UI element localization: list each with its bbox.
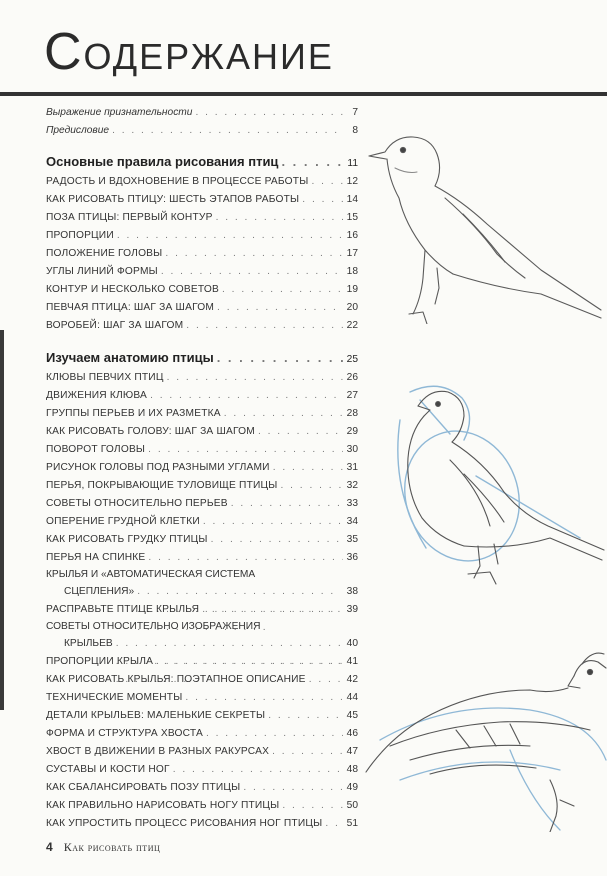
toc-entry-page: 51 — [346, 818, 358, 829]
page-title: Содержание — [44, 23, 334, 81]
dot-leader — [272, 743, 343, 761]
toc-entry[interactable] — [46, 671, 358, 689]
toc-entry[interactable] — [46, 689, 358, 707]
toc-entry-page: 44 — [346, 692, 358, 703]
dot-leader — [211, 531, 343, 549]
toc-entry-label: ДВИЖЕНИЯ КЛЮВА — [46, 390, 148, 401]
toc-entry[interactable] — [46, 743, 358, 761]
toc-entry-label: РАДОСТЬ И ВДОХНОВЕНИЕ В ПРОЦЕССЕ РАБОТЫ — [46, 176, 309, 187]
toc-entry-label: УГЛЫ ЛИНИЙ ФОРМЫ — [46, 266, 158, 277]
toc-entry-page: 26 — [346, 372, 358, 383]
songbird-sketch-illustration — [365, 128, 607, 324]
toc-entry[interactable] — [46, 209, 358, 227]
toc-section-heading[interactable] — [46, 151, 358, 173]
toc-entry-label-line2: КРЫЛЬЕВ — [64, 638, 113, 649]
dot-leader — [268, 707, 343, 725]
toc-entry[interactable] — [46, 601, 358, 619]
toc-entry-label: РИСУНОК ГОЛОВЫ ПОД РАЗНЫМИ УГЛАМИ — [46, 462, 270, 473]
toc-entry-label: Выражение признательности — [46, 107, 193, 118]
toc-entry-label: КАК УПРОСТИТЬ ПРОЦЕСС РИСОВАНИЯ НОГ ПТИЦЫ — [46, 818, 323, 829]
toc-entry-page: 31 — [346, 462, 358, 473]
dot-leader — [186, 317, 343, 335]
toc-entry-page: 27 — [346, 390, 358, 401]
dot-leader — [325, 815, 343, 833]
dot-leader — [203, 513, 343, 531]
toc-entry[interactable] — [46, 299, 358, 317]
dot-leader — [206, 725, 343, 743]
dot-leader — [281, 151, 343, 173]
toc-entry[interactable] — [46, 459, 358, 477]
toc-entry[interactable] — [46, 531, 358, 549]
toc-entry-label: КАК РИСОВАТЬ ГОЛОВУ: ШАГ ЗА ШАГОМ — [46, 426, 255, 437]
toc-entry-page: 20 — [346, 302, 358, 313]
dot-leader — [224, 405, 343, 423]
toc-entry-page: 48 — [346, 764, 358, 775]
toc-entry-label: РАСПРАВЬТЕ ПТИЦЕ КРЫЛЬЯ — [46, 604, 200, 615]
toc-entry-label: СОВЕТЫ ОТНОСИТЕЛЬНО ПЕРЬЕВ — [46, 498, 228, 509]
dot-leader — [112, 122, 343, 140]
toc-entry-page: 32 — [346, 480, 358, 491]
dot-leader — [280, 477, 343, 495]
toc-entry-label-line2: СЦЕПЛЕНИЯ» — [64, 586, 135, 597]
section-heading-page: 25 — [346, 354, 358, 365]
toc-entry-page: 34 — [346, 516, 358, 527]
toc-entry-label: ПОВОРОТ ГОЛОВЫ — [46, 444, 146, 455]
toc-entry[interactable] — [46, 815, 358, 833]
toc-entry[interactable] — [46, 369, 358, 387]
toc-entry[interactable] — [46, 387, 358, 405]
toc-entry[interactable] — [46, 263, 358, 281]
toc-entry-label-line1: КРЫЛЬЯ И «АВТОМАТИЧЕСКАЯ СИСТЕМА — [46, 569, 256, 580]
dot-leader — [117, 227, 343, 245]
toc-entry-page: 7 — [352, 107, 358, 118]
dot-leader — [273, 459, 343, 477]
dot-leader — [173, 761, 343, 779]
dot-leader — [161, 263, 343, 281]
toc-entry-page: 19 — [346, 284, 358, 295]
dot-leader — [216, 209, 343, 227]
toc-entry-label: ДЕТАЛИ КРЫЛЬЕВ: МАЛЕНЬКИЕ СЕКРЕТЫ — [46, 710, 266, 721]
toc-entry-page: 41 — [346, 656, 358, 667]
toc-entry-page: 36 — [346, 552, 358, 563]
dot-leader — [195, 104, 343, 122]
toc-entry[interactable] — [46, 423, 358, 441]
toc-entry-page: 46 — [346, 728, 358, 739]
toc-entry[interactable] — [46, 549, 358, 567]
toc-entry-label: ПОЗА ПТИЦЫ: ПЕРВЫЙ КОНТУР — [46, 212, 213, 223]
toc-entry-label: ОПЕРЕНИЕ ГРУДНОЙ КЛЕТКИ — [46, 516, 200, 527]
toc-entry-page: 17 — [346, 248, 358, 259]
toc-entry-page: 40 — [346, 638, 358, 649]
toc-entry-page: 12 — [346, 176, 358, 187]
toc-entry-multiline[interactable] — [46, 567, 358, 601]
toc-entry[interactable] — [46, 317, 358, 335]
dot-leader — [311, 173, 343, 191]
toc-entry[interactable] — [46, 653, 358, 671]
dot-leader — [150, 387, 343, 405]
toc-entry[interactable] — [46, 725, 358, 743]
toc-entry-page: 49 — [346, 782, 358, 793]
dot-leader — [167, 369, 343, 387]
dot-leader — [231, 495, 343, 513]
toc-entry[interactable] — [46, 761, 358, 779]
toc-entry[interactable] — [46, 513, 358, 531]
dot-leader — [258, 423, 343, 441]
page-footer — [46, 840, 160, 855]
toc-entry-label: КАК РИСОВАТЬ КРЫЛЬЯ: ПОЭТАПНОЕ ОПИСАНИЕ — [46, 674, 306, 685]
toc-entry-label: ФОРМА И СТРУКТУРА ХВОСТА — [46, 728, 203, 739]
toc-entry-label: СУСТАВЫ И КОСТИ НОГ — [46, 764, 170, 775]
dot-leader — [302, 191, 343, 209]
toc-entry-page: 29 — [346, 426, 358, 437]
toc-entry-page: 14 — [346, 194, 358, 205]
toc-section-heading[interactable] — [46, 347, 358, 369]
toc-entry-page: 50 — [346, 800, 358, 811]
toc-entry[interactable] — [46, 707, 358, 725]
toc-entry-label: КАК РИСОВАТЬ ПТИЦУ: ШЕСТЬ ЭТАПОВ РАБОТЫ — [46, 194, 300, 205]
toc-entry[interactable] — [46, 104, 358, 122]
toc-entry-label: ХВОСТ В ДВИЖЕНИИ В РАЗНЫХ РАКУРСАХ — [46, 746, 270, 757]
toc-entry-label: ПЕВЧАЯ ПТИЦА: ШАГ ЗА ШАГОМ — [46, 302, 215, 313]
toc-entry-page: 30 — [346, 444, 358, 455]
section-heading-label: Основные правила рисования птиц — [46, 154, 279, 169]
toc-entry[interactable] — [46, 245, 358, 263]
toc-entry-page: 42 — [346, 674, 358, 685]
dot-leader — [222, 281, 343, 299]
toc-entry[interactable] — [46, 191, 358, 209]
section-heading-label: Изучаем анатомию птицы — [46, 350, 214, 365]
toc-entry-page: 8 — [352, 125, 358, 136]
dot-leader — [185, 689, 343, 707]
bird-construction-sketch-illustration — [380, 380, 607, 586]
dot-leader — [243, 779, 343, 797]
toc-entry-label: ГРУППЫ ПЕРЬЕВ И ИХ РАЗМЕТКА — [46, 408, 221, 419]
toc-entry-page: 18 — [346, 266, 358, 277]
toc-entry-label: ВОРОБЕЙ: ШАГ ЗА ШАГОМ — [46, 320, 184, 331]
toc-entry-label: КЛЮВЫ ПЕВЧИХ ПТИЦ — [46, 372, 164, 383]
table-of-contents — [46, 104, 358, 833]
toc-entry-label-line1: СОВЕТЫ ОТНОСИТЕЛЬНО ИЗОБРАЖЕНИЯ — [46, 621, 261, 632]
toc-entry-page: 38 — [346, 586, 358, 597]
dot-leader — [309, 671, 343, 689]
toc-entry-label: КАК РИСОВАТЬ ГРУДКУ ПТИЦЫ — [46, 534, 208, 545]
dot-leader — [217, 299, 343, 317]
toc-entry[interactable] — [46, 227, 358, 245]
dot-leader — [217, 347, 343, 369]
toc-entry-page: 35 — [346, 534, 358, 545]
bird-wing-sketch-illustration — [360, 650, 607, 832]
toc-entry[interactable] — [46, 122, 358, 140]
toc-entry-label: КАК ПРАВИЛЬНО НАРИСОВАТЬ НОГУ ПТИЦЫ — [46, 800, 280, 811]
toc-entry-label: ТЕХНИЧЕСКИЕ МОМЕНТЫ — [46, 692, 183, 703]
toc-entry-label: ПРОПОРЦИИ — [46, 230, 114, 241]
toc-entry-label: КАК СБАЛАНСИРОВАТЬ ПОЗУ ПТИЦЫ — [46, 782, 241, 793]
toc-entry-label: Предисловие — [46, 125, 110, 136]
dot-leader — [148, 549, 343, 567]
toc-entry[interactable] — [46, 779, 358, 797]
book-title: Как рисовать птиц — [63, 840, 161, 854]
toc-entry[interactable] — [46, 441, 358, 459]
toc-entry-page: 33 — [346, 498, 358, 509]
toc-entry-page: 47 — [346, 746, 358, 757]
dot-leader — [156, 653, 343, 671]
toc-entry-label: ПЕРЬЯ НА СПИНКЕ — [46, 552, 146, 563]
dot-leader — [165, 245, 343, 263]
toc-entry-label: КОНТУР И НЕСКОЛЬКО СОВЕТОВ — [46, 284, 219, 295]
toc-entry[interactable] — [46, 173, 358, 191]
dot-leader — [282, 797, 343, 815]
section-heading-page: 11 — [347, 158, 358, 169]
toc-entry[interactable] — [46, 477, 358, 495]
toc-entry[interactable] — [46, 797, 358, 815]
dot-leader — [148, 441, 343, 459]
page-edge-shadow — [0, 330, 4, 710]
toc-entry[interactable] — [46, 405, 358, 423]
toc-entry-page: 28 — [346, 408, 358, 419]
toc-entry-label: ПОЛОЖЕНИЕ ГОЛОВЫ — [46, 248, 163, 259]
page-number: 4 — [46, 840, 53, 854]
toc-entry-page: 15 — [346, 212, 358, 223]
toc-entry-page: 22 — [346, 320, 358, 331]
toc-entry-page: 16 — [346, 230, 358, 241]
toc-entry[interactable] — [46, 281, 358, 299]
toc-entry-label: ПЕРЬЯ, ПОКРЫВАЮЩИЕ ТУЛОВИЩЕ ПТИЦЫ — [46, 480, 278, 491]
toc-entry-page: 45 — [346, 710, 358, 721]
toc-entry-label: ПРОПОРЦИИ КРЫЛА — [46, 656, 154, 667]
title-rule — [0, 92, 607, 96]
toc-entry-page: 39 — [346, 604, 358, 615]
dot-leader — [202, 601, 343, 619]
toc-entry[interactable] — [46, 495, 358, 513]
